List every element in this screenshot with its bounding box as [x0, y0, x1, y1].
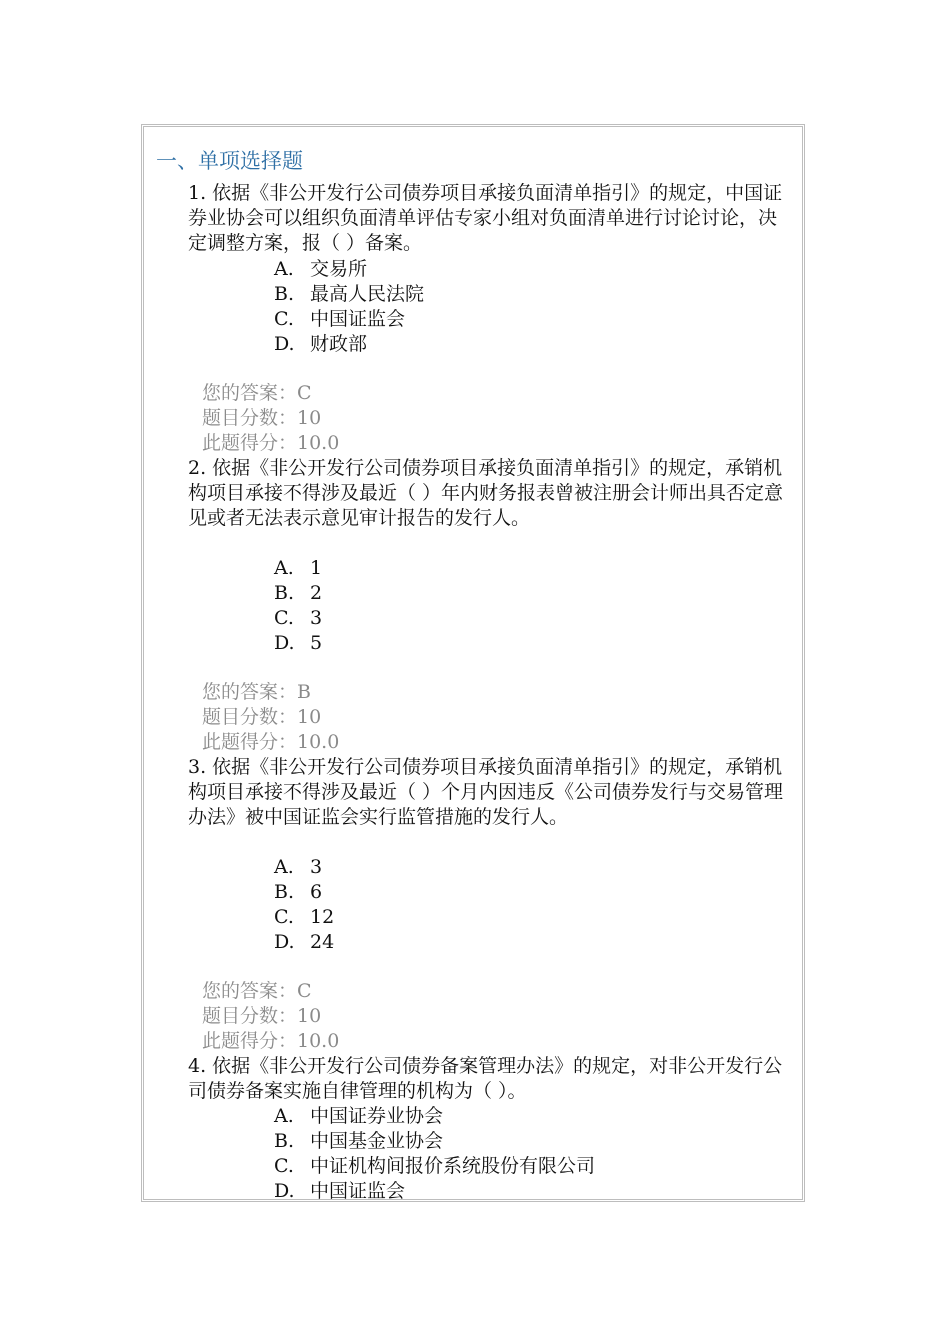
your-answer: 您的答案：C — [202, 980, 312, 1002]
option-a — [274, 855, 334, 880]
option-text: 中国证券业协会 — [310, 1105, 444, 1127]
option-text: 2 — [310, 582, 323, 604]
option-text: 财政部 — [310, 333, 368, 355]
option-letter: D. — [274, 1180, 295, 1202]
question-4 — [188, 1054, 793, 1104]
option-b — [274, 1129, 595, 1154]
option-text: 中国证监会 — [310, 308, 406, 330]
your-answer: 您的答案：C — [202, 382, 312, 404]
option-text: 1 — [310, 557, 323, 579]
option-d — [274, 930, 334, 955]
option-text: 24 — [310, 931, 335, 953]
option-letter: C. — [274, 906, 294, 928]
question-1-options — [274, 257, 424, 357]
question-3 — [188, 755, 793, 830]
option-text: 中国基金业协会 — [310, 1130, 444, 1152]
question-text: 1. 依据《非公开发行公司债券项目承接负面清单指引》的规定，中国证券业协会可以组织负面清单评估专家小组对负面清单进行讨论讨论，决定调整方案，报（ ）备案。 — [188, 182, 783, 254]
option-text: 5 — [310, 632, 323, 654]
option-text: 中证机构间报价系统股份有限公司 — [310, 1155, 596, 1177]
option-a — [274, 556, 322, 581]
question-score: 题目分数：10 — [202, 1005, 322, 1027]
option-text: 交易所 — [310, 258, 368, 280]
option-d — [274, 332, 424, 357]
question-score: 题目分数：10 — [202, 706, 322, 728]
your-answer: 您的答案：B — [202, 681, 311, 703]
option-letter: C. — [274, 308, 294, 330]
question-text: 4. 依据《非公开发行公司债券备案管理办法》的规定，对非公开发行公司债券备案实施自律管理的机构为（ ）。 — [188, 1055, 783, 1102]
option-d — [274, 631, 322, 656]
option-letter: A. — [274, 1105, 294, 1127]
option-text: 中国证监会 — [310, 1180, 406, 1202]
option-letter: C. — [274, 607, 294, 629]
option-letter: B. — [274, 582, 295, 604]
option-text: 6 — [310, 881, 323, 903]
option-letter: D. — [274, 333, 295, 355]
question-3-result — [202, 979, 339, 1054]
earned-score: 此题得分：10.0 — [202, 1030, 340, 1052]
section-title: 一、单项选择题 — [156, 149, 303, 173]
option-text: 3 — [310, 856, 323, 878]
option-a — [274, 257, 424, 282]
option-c — [274, 905, 334, 930]
option-c — [274, 307, 424, 332]
option-c — [274, 1154, 595, 1179]
option-letter: D. — [274, 931, 295, 953]
question-1-result — [202, 381, 339, 456]
option-letter: A. — [274, 856, 294, 878]
question-4-options — [274, 1104, 595, 1202]
option-d — [274, 1179, 595, 1202]
question-score: 题目分数：10 — [202, 407, 322, 429]
option-text: 最高人民法院 — [310, 283, 425, 305]
question-2-options — [274, 556, 322, 656]
option-letter: B. — [274, 283, 295, 305]
question-2 — [188, 456, 793, 531]
question-1 — [188, 181, 793, 256]
question-2-result — [202, 680, 339, 755]
option-b — [274, 880, 334, 905]
option-a — [274, 1104, 595, 1129]
option-c — [274, 606, 322, 631]
earned-score: 此题得分：10.0 — [202, 731, 340, 753]
option-letter: C. — [274, 1155, 294, 1177]
option-text: 3 — [310, 607, 323, 629]
option-letter: B. — [274, 1130, 295, 1152]
question-3-options — [274, 855, 334, 955]
option-b — [274, 282, 424, 307]
option-letter: A. — [274, 557, 294, 579]
option-letter: B. — [274, 881, 295, 903]
option-b — [274, 581, 322, 606]
question-text: 2. 依据《非公开发行公司债券项目承接负面清单指引》的规定，承销机构项目承接不得涉及最近（ ）年内财务报表曾被注册会计师出具否定意见或者无法表示意见审计报告的发行人。 — [188, 457, 784, 529]
question-text: 3. 依据《非公开发行公司债券项目承接负面清单指引》的规定，承销机构项目承接不得涉及最近（ ）个月内因违反《公司债券发行与交易管理办法》被中国证监会实行监管措施的发行人。 — [188, 756, 784, 828]
option-letter: A. — [274, 258, 294, 280]
option-letter: D. — [274, 632, 295, 654]
option-text: 12 — [310, 906, 335, 928]
earned-score: 此题得分：10.0 — [202, 432, 340, 454]
exam-result-panel — [141, 124, 805, 1202]
